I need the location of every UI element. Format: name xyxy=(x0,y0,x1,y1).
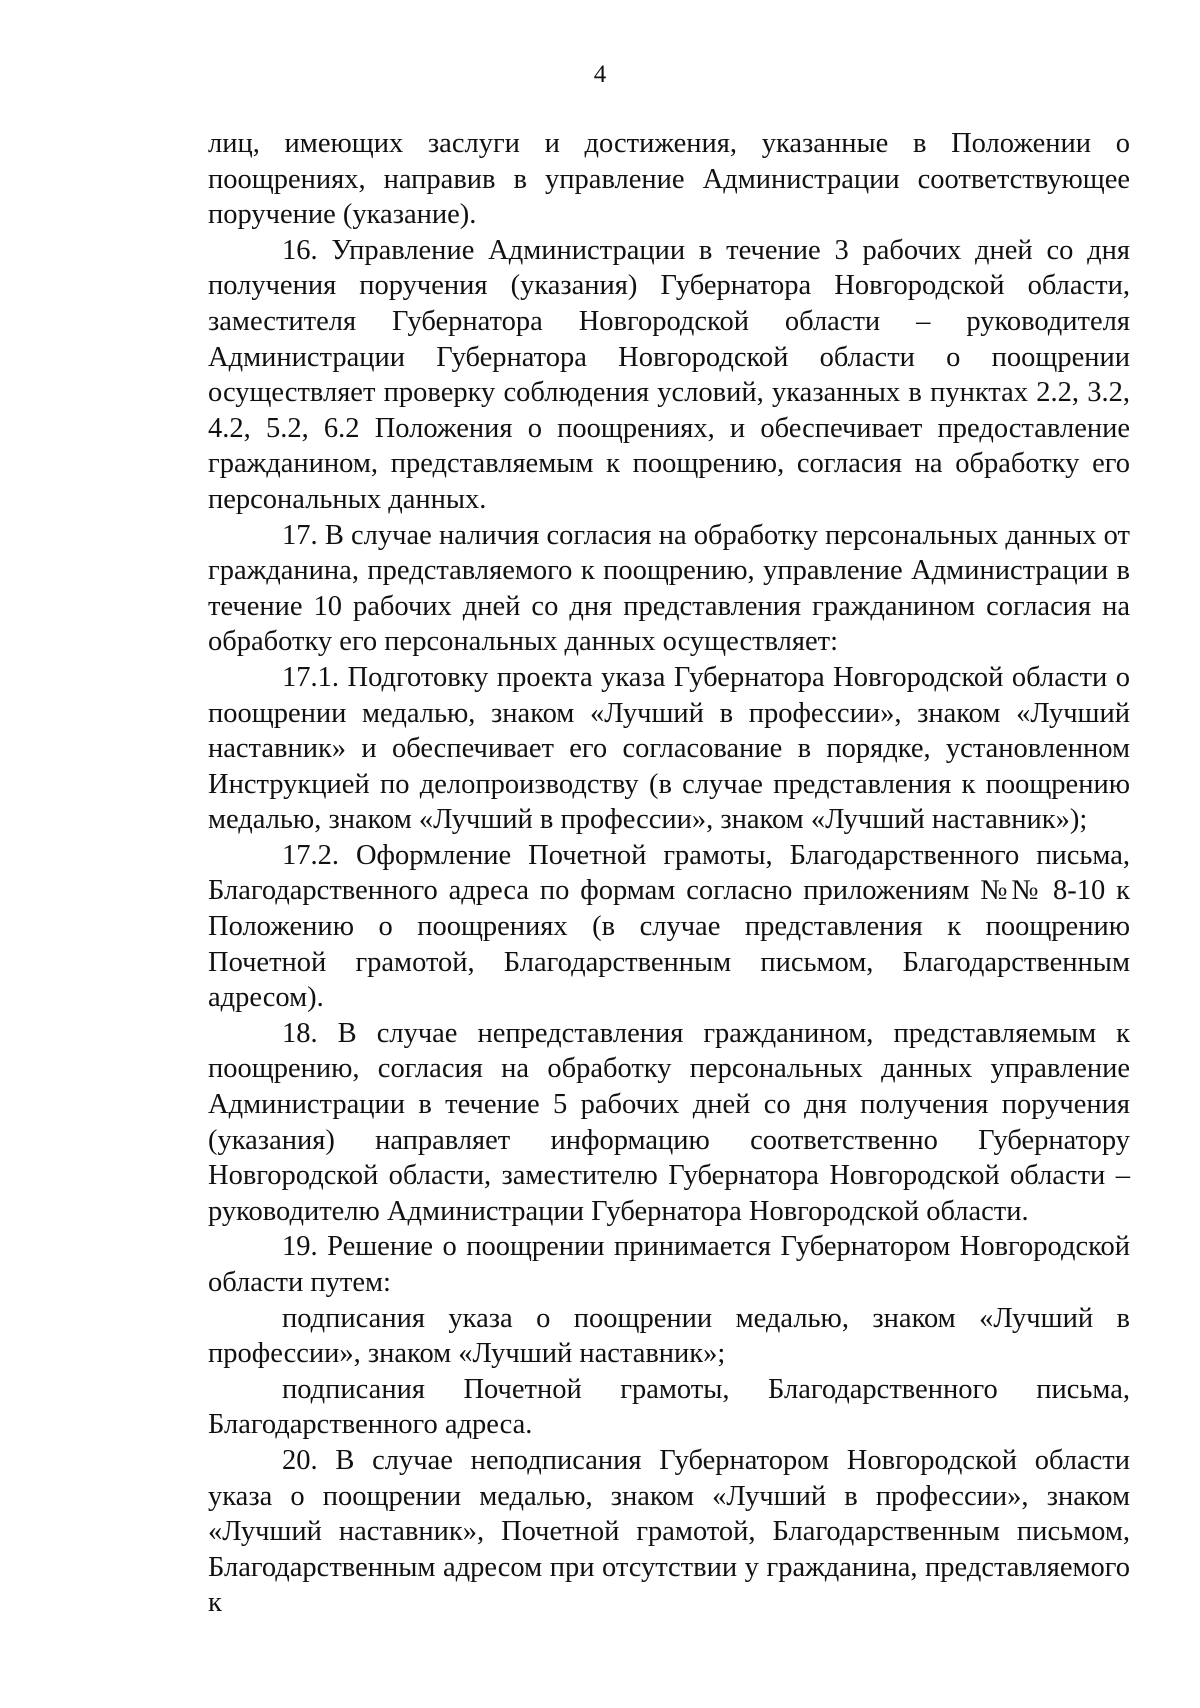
paragraph-item-17: 17. В случае наличия согласия на обработку персональных данных от гражданина, представляемого к поощрению, управление Администрации в течение 10 рабочих дней со дня представления гражданином согласия на обработку его персональных данных осуществляет: xyxy=(208,519,1130,658)
document-body xyxy=(208,126,1130,1621)
paragraph-item-16: 16. Управление Администрации в течение 3 рабочих дней со дня получения поручения (указания) Губернатора Новгородской области, заместителя Губернатора Новгородской области – руководителя Администрации Губернатора Новгородской области о поощрении осуществляет проверку соблюдения условий, указанных в пунктах 2.2, 3.2, 4.2, 5.2, 6.2 Положения о поощрениях, и обеспечивает предоставление гражданином, представляемым к поощрению, согласия на обработку его персональных данных. xyxy=(208,234,1130,515)
page-number: 4 xyxy=(593,61,607,88)
paragraph-item-17-2: 17.2. Оформление Почетной грамоты, Благодарственного письма, Благодарственного адреса по формам согласно приложениям №№ 8-10 к Положению о поощрениях (в случае представления к поощрению Почетной грамотой, Благодарственным письмом, Благодарственным адресом). xyxy=(208,839,1130,1014)
paragraph-item-17-1: 17.1. Подготовку проекта указа Губернатора Новгородской области о поощрении медалью, знаком «Лучший в профессии», знаком «Лучший наставник» и обеспечивает его согласование в порядке, установленном Инструкцией по делопроизводству (в случае представления к поощрению медалью, знаком «Лучший в профессии», знаком «Лучший наставник»); xyxy=(208,661,1130,836)
paragraph-item-20: 20. В случае неподписания Губернатором Новгородской области указа о поощрении медалью, знаком «Лучший в профессии», знаком «Лучший наставник», Почетной грамотой, Благодарственным письмом, Благодарственным адресом при отсутствии у гражданина, представляемого к xyxy=(208,1444,1130,1619)
paragraph-continuation: лиц, имеющих заслуги и достижения, указанные в Положении о поощрениях, направив в управление Администрации соответствующее поручение (указание). xyxy=(208,128,1130,231)
paragraph-item-18: 18. В случае непредставления гражданином, представляемым к поощрению, согласия на обработку персональных данных управление Администрации в течение 5 рабочих дней со дня получения поручения (указания) направляет информацию соответственно Губернатору Новгородской области, заместителю Губернатора Новгородской области – руководителю Администрации Губернатора Новгородской области. xyxy=(208,1017,1130,1227)
paragraph-item-19-option-2: подписания Почетной грамоты, Благодарственного письма, Благодарственного адреса. xyxy=(208,1373,1130,1441)
paragraph-item-19-option-1: подписания указа о поощрении медалью, знаком «Лучший в профессии», знаком «Лучший наставник»; xyxy=(208,1302,1130,1370)
paragraph-item-19: 19. Решение о поощрении принимается Губернатором Новгородской области путем: xyxy=(208,1231,1130,1298)
